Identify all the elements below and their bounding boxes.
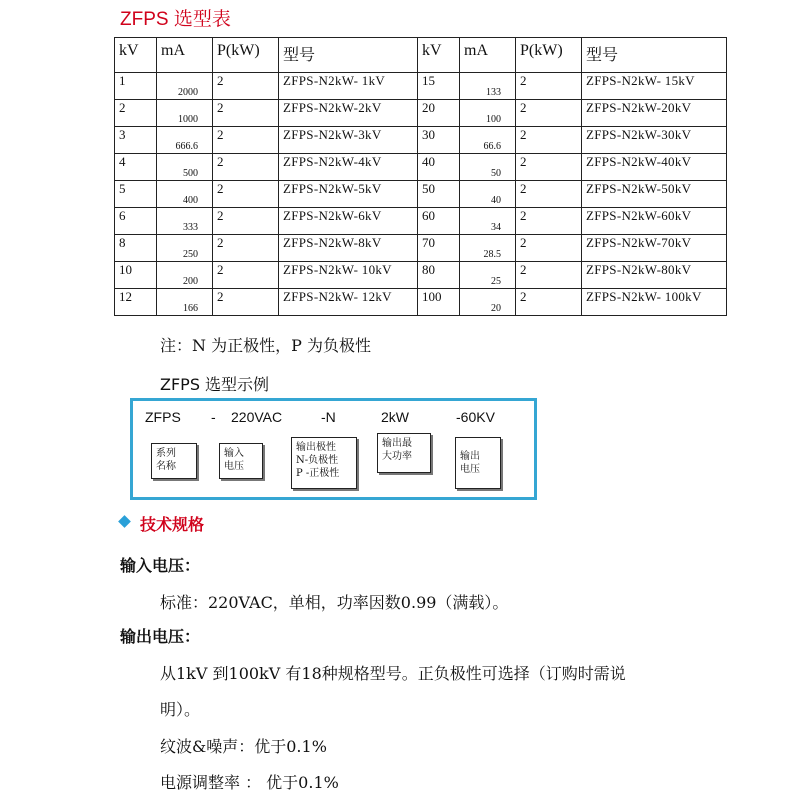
cell-model-2: ZFPS-N2kW- 15kV: [582, 73, 727, 100]
cell-kv-2: 80: [418, 262, 460, 289]
box-output-polarity: [291, 437, 357, 489]
output-voltage-heading: 输出电压：: [120, 627, 201, 646]
header-model: 型号: [279, 38, 418, 73]
cell-kv-2: 15: [418, 73, 460, 100]
cell-ma: 333: [157, 208, 213, 235]
table-row: [115, 181, 727, 208]
example-part-polarity: -N: [321, 409, 336, 425]
diamond-bullet-icon: [118, 515, 131, 528]
table-row: [115, 100, 727, 127]
box-voltage-line1: 输出: [460, 451, 480, 462]
table-row: [115, 73, 727, 100]
cell-power: 2: [213, 127, 279, 154]
box-polarity-line3: P -正极性: [296, 468, 340, 479]
cell-power: 2: [213, 100, 279, 127]
cell-model: ZFPS-N2kW- 1kV: [279, 73, 418, 100]
cell-power-2: 2: [516, 127, 582, 154]
example-part-power: 2kW: [381, 409, 409, 425]
input-voltage-heading: 输入电压：: [120, 556, 201, 575]
table-row: [115, 127, 727, 154]
cell-ma: 666.6: [157, 127, 213, 154]
cell-power-2: 2: [516, 181, 582, 208]
cell-model: ZFPS-N2kW-8kV: [279, 235, 418, 262]
cell-ma-2: 40: [460, 181, 516, 208]
cell-power-2: 2: [516, 235, 582, 262]
cell-kv: 6: [115, 208, 157, 235]
cell-kv-2: 50: [418, 181, 460, 208]
cell-power: 2: [213, 262, 279, 289]
box-series-name: [151, 443, 197, 479]
box-input-line2: 电压: [224, 461, 244, 472]
cell-kv: 4: [115, 154, 157, 181]
cell-model-2: ZFPS-N2kW-50kV: [582, 181, 727, 208]
cell-kv: 5: [115, 181, 157, 208]
box-polarity-line1: 输出极性: [296, 442, 336, 453]
output-voltage-text-line1: 从1kV 到100kV 有18种规格型号。正负极性可选择（订购时需说: [160, 664, 626, 683]
cell-power: 2: [213, 235, 279, 262]
ripple-noise-spec: 纹波&噪声：优于0.1%: [160, 737, 327, 756]
cell-kv-2: 30: [418, 127, 460, 154]
cell-kv: 1: [115, 73, 157, 100]
cell-ma-2: 20: [460, 289, 516, 316]
selection-table: [114, 37, 727, 316]
cell-kv: 2: [115, 100, 157, 127]
cell-ma: 200: [157, 262, 213, 289]
box-series-line1: 系列: [156, 448, 176, 459]
cell-model-2: ZFPS-N2kW-80kV: [582, 262, 727, 289]
cell-ma: 2000: [157, 73, 213, 100]
cell-model: ZFPS-N2kW-4kV: [279, 154, 418, 181]
table-row: [115, 235, 727, 262]
polarity-note: 注：N 为正极性，P 为负极性: [160, 336, 371, 355]
example-part-input: 220VAC: [231, 409, 283, 425]
document-title: ZFPS 选型表: [120, 9, 231, 30]
table-row: [115, 154, 727, 181]
cell-power-2: 2: [516, 73, 582, 100]
selection-example-frame: [130, 398, 537, 500]
cell-model: ZFPS-N2kW-5kV: [279, 181, 418, 208]
box-power-line1: 输出最: [382, 438, 412, 449]
input-voltage-text: 标准：220VAC，单相，功率因数0.99（满载）。: [160, 593, 509, 612]
cell-ma: 250: [157, 235, 213, 262]
box-polarity-line2: N-负极性: [296, 455, 339, 466]
box-max-power: [377, 433, 431, 473]
cell-ma-2: 66.6: [460, 127, 516, 154]
cell-model-2: ZFPS-N2kW-30kV: [582, 127, 727, 154]
table-header-row: [115, 38, 727, 73]
example-part-voltage: -60KV: [456, 409, 495, 425]
cell-model: ZFPS-N2kW-3kV: [279, 127, 418, 154]
cell-kv: 10: [115, 262, 157, 289]
cell-model-2: ZFPS-N2kW-60kV: [582, 208, 727, 235]
cell-power-2: 2: [516, 154, 582, 181]
cell-ma-2: 50: [460, 154, 516, 181]
cell-ma: 500: [157, 154, 213, 181]
box-output-voltage: [455, 437, 501, 489]
cell-power: 2: [213, 208, 279, 235]
cell-model: ZFPS-N2kW- 12kV: [279, 289, 418, 316]
header-power: P(kW): [213, 38, 279, 73]
section-heading: 技术规格: [140, 515, 205, 534]
example-title: ZFPS 选型示例: [160, 375, 270, 394]
cell-kv-2: 100: [418, 289, 460, 316]
example-part-dash: -: [211, 409, 216, 425]
box-input-voltage: [219, 443, 263, 479]
cell-power-2: 2: [516, 289, 582, 316]
header-model-2: 型号: [582, 38, 727, 73]
header-kv: kV: [115, 38, 157, 73]
table-row: [115, 208, 727, 235]
cell-kv: 8: [115, 235, 157, 262]
box-series-line2: 名称: [156, 461, 176, 472]
cell-ma-2: 100: [460, 100, 516, 127]
cell-ma-2: 133: [460, 73, 516, 100]
box-voltage-line2: 电压: [460, 464, 480, 475]
cell-ma-2: 28.5: [460, 235, 516, 262]
table-row: [115, 262, 727, 289]
cell-model: ZFPS-N2kW-6kV: [279, 208, 418, 235]
cell-model: ZFPS-N2kW-2kV: [279, 100, 418, 127]
cell-ma-2: 25: [460, 262, 516, 289]
cell-kv: 3: [115, 127, 157, 154]
regulation-spec: 电源调整率 ： 优于0.1%: [160, 773, 339, 792]
cell-model: ZFPS-N2kW- 10kV: [279, 262, 418, 289]
example-part-series: ZFPS: [145, 409, 181, 425]
output-voltage-text-line2: 明）。: [160, 700, 201, 719]
cell-model-2: ZFPS-N2kW- 100kV: [582, 289, 727, 316]
header-ma-2: mA: [460, 38, 516, 73]
cell-kv-2: 70: [418, 235, 460, 262]
cell-kv-2: 20: [418, 100, 460, 127]
cell-power: 2: [213, 289, 279, 316]
cell-kv: 12: [115, 289, 157, 316]
cell-power: 2: [213, 73, 279, 100]
header-kv-2: kV: [418, 38, 460, 73]
box-power-line2: 大功率: [382, 451, 412, 462]
table-row: [115, 289, 727, 316]
cell-kv-2: 40: [418, 154, 460, 181]
cell-model-2: ZFPS-N2kW-70kV: [582, 235, 727, 262]
cell-kv-2: 60: [418, 208, 460, 235]
cell-ma: 166: [157, 289, 213, 316]
header-power-2: P(kW): [516, 38, 582, 73]
cell-ma: 400: [157, 181, 213, 208]
cell-ma-2: 34: [460, 208, 516, 235]
cell-model-2: ZFPS-N2kW-40kV: [582, 154, 727, 181]
cell-power-2: 2: [516, 208, 582, 235]
cell-ma: 1000: [157, 100, 213, 127]
cell-power-2: 2: [516, 262, 582, 289]
box-input-line1: 输入: [224, 448, 244, 459]
cell-model-2: ZFPS-N2kW-20kV: [582, 100, 727, 127]
cell-power: 2: [213, 181, 279, 208]
header-ma: mA: [157, 38, 213, 73]
cell-power: 2: [213, 154, 279, 181]
cell-power-2: 2: [516, 100, 582, 127]
